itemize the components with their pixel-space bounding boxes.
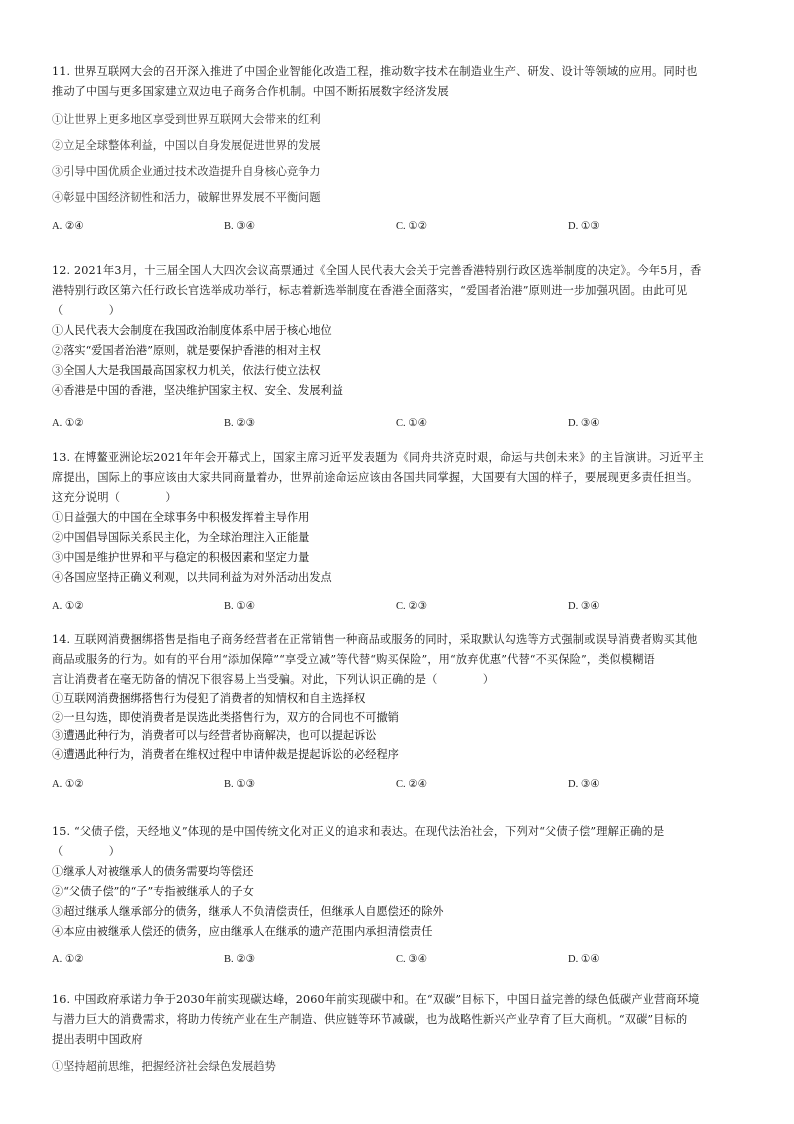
question-stem-line: 言让消费者在毫无防备的情况下很容易上当受骗。对此，下列认识正确的是（ ） (52, 673, 495, 686)
option-3: ③引导中国优质企业通过技术改造提升自身核心竞争力 (52, 165, 321, 178)
choice-a[interactable]: A. ①② (52, 601, 84, 612)
choice-b[interactable]: B. ①④ (224, 601, 256, 612)
choice-b[interactable]: B. ②③ (224, 954, 256, 965)
question-stem-line: 席提出，国际上的事应该由大家共同商量着办，世界前途命运应该由各国共同掌握，大国要有大国的样子，要展现更多责任担当。 (52, 471, 699, 484)
choice-c[interactable]: C. ①④ (396, 418, 428, 429)
question-11 (52, 62, 746, 237)
choice-d[interactable]: D. ①④ (568, 954, 600, 965)
question-stem-line: 12. 2021年3月，十三届全国人大四次会议高票通过《全国人民代表大会关于完善香港特别行政区选举制度的决定》。今年5月，香 (52, 264, 702, 277)
question-stem-line: 16. 中国政府承诺力争于2030年前实现碳达峰，2060年前实现碳中和。在“双碳”目标下，中国日益完善的绿色低碳产业营商环境 (52, 993, 700, 1006)
answer-choices (52, 414, 746, 434)
option-1: ①互联网消费捆绑搭售行为侵犯了消费者的知情权和自主选择权 (52, 692, 366, 705)
option-1: ①人民代表大会制度在我国政治制度体系中居于核心地位 (52, 324, 332, 337)
choice-d[interactable]: D. ③④ (568, 418, 600, 429)
option-4: ④本应由被继承人偿还的债务，应由继承人在继承的遗产范围内承担清偿责任 (52, 925, 433, 938)
option-4: ④各国应坚持正确义利观，以共同利益为对外活动出发点 (52, 571, 332, 584)
option-1: ①日益强大的中国在全球事务中积极发挥着主导作用 (52, 511, 310, 524)
option-2: ②立足全球整体利益，中国以自身发展促进世界的发展 (52, 139, 321, 152)
choice-c[interactable]: C. ①② (396, 221, 428, 232)
option-3: ③遭遇此种行为，消费者可以与经营者协商解决，也可以提起诉讼 (52, 729, 377, 742)
question-stem-line: 提出表明中国政府 (52, 1033, 143, 1046)
question-16 (52, 990, 746, 1080)
choice-a[interactable]: A. ①② (52, 418, 84, 429)
question-stem-line: （ ） (52, 304, 121, 317)
question-stem-line: （ ） (52, 845, 121, 858)
choice-b[interactable]: B. ①③ (224, 779, 256, 790)
option-2: ②落实“爱国者治港”原则，就是要保护香港的相对主权 (52, 344, 321, 357)
choice-c[interactable]: C. ③④ (396, 954, 428, 965)
option-2: ②“父债子偿”的“子”专指被继承人的子女 (52, 885, 254, 898)
option-1: ①坚持超前思维，把握经济社会绿色发展趋势 (52, 1060, 276, 1073)
option-4: ④香港是中国的香港，坚决维护国家主权、安全、发展利益 (52, 384, 343, 397)
question-stem-line: 11. 世界互联网大会的召开深入推进了中国企业智能化改造工程，推动数字技术在制造业生产、研发、设计等领域的应用。同时也 (52, 65, 698, 78)
choice-d[interactable]: D. ③④ (568, 601, 600, 612)
question-stem-line: 与潜力巨大的消费需求，将助力传统产业在生产制造、供应链等环节减碳，也为战略性新兴产业孕育了巨大商机。“双碳”目标的 (52, 1013, 688, 1026)
question-12 (52, 261, 746, 434)
option-1: ①让世界上更多地区享受到世界互联网大会带来的红利 (52, 113, 321, 126)
choice-a[interactable]: A. ②④ (52, 221, 84, 232)
choice-a[interactable]: A. ①② (52, 954, 84, 965)
answer-choices (52, 217, 746, 237)
choice-b[interactable]: B. ③④ (224, 221, 256, 232)
question-stem-line: 14. 互联网消费捆绑搭售是指电子商务经营者在正常销售一种商品或服务的同时，采取默认勾选等方式强制或误导消费者购买其他 (52, 633, 698, 646)
choice-d[interactable]: D. ③④ (568, 779, 600, 790)
question-stem-line: 这充分说明（ ） (52, 491, 177, 504)
question-14 (52, 630, 746, 795)
answer-choices (52, 950, 746, 970)
question-stem-line: 推动了中国与更多国家建立双边电子商务合作机制。中国不断拓展数字经济发展 (52, 85, 449, 98)
question-15 (52, 822, 746, 970)
option-1: ①继承人对被继承人的债务需要均等偿还 (52, 865, 254, 878)
question-stem-line: 商品或服务的行为。如有的平台用“添加保障”“享受立减”等代替“购买保险”，用“放弃优惠”代替“不买保险”，类似模糊语 (52, 653, 655, 666)
option-4: ④遭遇此种行为，消费者在维权过程中申请仲裁是提起诉讼的必经程序 (52, 747, 399, 761)
answer-choices (52, 775, 746, 795)
choice-d[interactable]: D. ①③ (568, 221, 600, 232)
choice-c[interactable]: C. ②③ (396, 601, 428, 612)
choice-c[interactable]: C. ②④ (396, 779, 428, 790)
option-4: ④彰显中国经济韧性和活力，破解世界发展不平衡问题 (52, 191, 321, 204)
option-3: ③全国人大是我国最高国家权力机关，依法行使立法权 (52, 364, 321, 377)
option-3: ③中国是维护世界和平与稳定的积极因素和坚定力量 (52, 551, 310, 564)
option-2: ②一旦勾选，即使消费者是误选此类搭售行为，双方的合同也不可撤销 (52, 710, 399, 724)
choice-a[interactable]: A. ①② (52, 779, 84, 790)
answer-choices (52, 597, 746, 617)
question-13 (52, 448, 746, 617)
question-stem-line: 15. “父债子偿，天经地义”体现的是中国传统文化对正义的追求和表达。在现代法治社会，下列对“父债子偿”理解正确的是 (52, 825, 665, 838)
option-2: ②中国倡导国际关系民主化，为全球治理注入正能量 (52, 531, 310, 544)
option-3: ③超过继承人继承部分的债务，继承人不负清偿责任，但继承人自愿偿还的除外 (52, 905, 444, 918)
question-stem-line: 港特别行政区第六任行政长官选举成功举行，标志着新选举制度在香港全面落实，“爱国者治港”原则进一步加强巩固。由此可见 (52, 284, 688, 297)
question-stem-line: 13. 在博鳌亚洲论坛2021年年会开幕式上，国家主席习近平发表题为《同舟共济克时艰，命运与共创未来》的主旨演讲。习近平主 (52, 451, 704, 464)
choice-b[interactable]: B. ②③ (224, 418, 256, 429)
